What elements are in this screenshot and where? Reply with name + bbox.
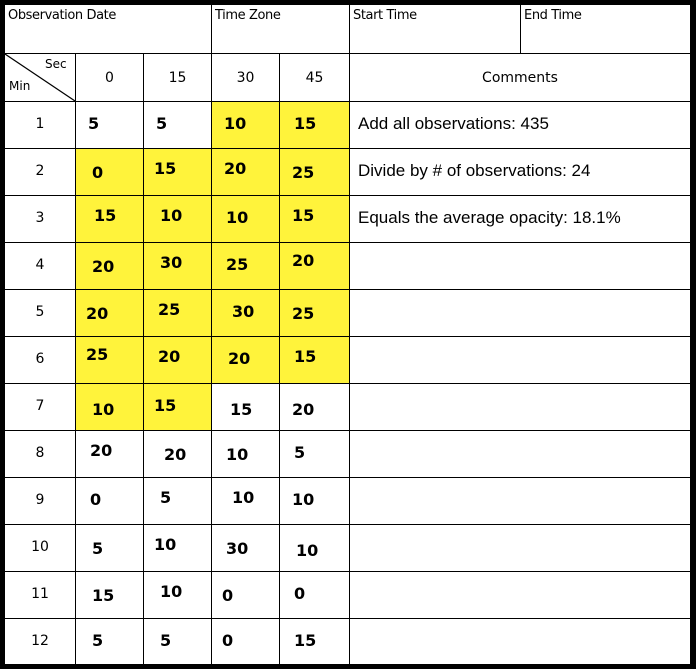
comments-header-label: Comments <box>482 70 558 86</box>
observation-value: 0 <box>222 586 234 605</box>
minute-label-2 <box>4 148 76 196</box>
observation-cell <box>279 477 350 525</box>
observation-cell <box>211 477 280 525</box>
observation-value: 15 <box>292 206 315 225</box>
sec-header-15-label: 15 <box>168 70 187 86</box>
sec-header-30 <box>211 53 280 102</box>
corner-min-label: Min <box>9 79 31 93</box>
minute-label-text: 8 <box>35 445 45 461</box>
observation-cell <box>279 148 350 196</box>
observation-value: 10 <box>226 208 249 227</box>
observation-value: 15 <box>294 114 317 133</box>
observation-value: 5 <box>88 114 100 133</box>
comment-row-1 <box>349 101 691 149</box>
corner-sec-label: Sec <box>45 57 67 71</box>
observation-value: 25 <box>226 255 249 274</box>
observation-value: 5 <box>156 114 168 133</box>
observation-value: 5 <box>294 443 306 462</box>
minute-label-text: 11 <box>31 586 49 602</box>
observation-cell <box>143 383 212 431</box>
observation-value: 30 <box>160 253 183 272</box>
comment-row-8 <box>349 430 691 478</box>
minute-label-4 <box>4 242 76 290</box>
comment-row-7 <box>349 383 691 431</box>
observation-value: 0 <box>90 490 102 509</box>
observation-value: 20 <box>158 347 181 366</box>
observation-value: 5 <box>92 539 104 558</box>
minute-label-text: 6 <box>35 351 45 367</box>
observation-value: 20 <box>86 304 109 323</box>
observation-value: 0 <box>92 163 104 182</box>
observation-value: 10 <box>92 400 115 419</box>
observation-value: 15 <box>230 400 253 419</box>
sec-header-0 <box>75 53 144 102</box>
observation-value: 0 <box>222 631 234 650</box>
minute-label-text: 7 <box>35 398 45 414</box>
observation-cell <box>211 336 280 384</box>
observation-cell <box>75 571 144 619</box>
observation-cell <box>279 618 350 665</box>
minute-label-text: 2 <box>35 163 45 179</box>
observation-cell <box>143 477 212 525</box>
minute-label-9 <box>4 477 76 525</box>
observation-value: 30 <box>226 539 249 558</box>
observation-cell <box>211 289 280 337</box>
observation-cell <box>143 618 212 665</box>
observation-cell <box>143 430 212 478</box>
observation-value: 20 <box>164 445 187 464</box>
time-zone-label: Time Zone <box>215 8 281 23</box>
observation-value: 20 <box>228 349 251 368</box>
minute-label-text: 1 <box>35 116 45 132</box>
minute-label-text: 9 <box>35 492 45 508</box>
observation-cell <box>75 336 144 384</box>
comment-row-6 <box>349 336 691 384</box>
observation-value: 25 <box>86 345 109 364</box>
observation-cell <box>143 336 212 384</box>
observation-value: 10 <box>160 206 183 225</box>
observation-date-label: Observation Date <box>8 8 116 23</box>
observation-cell <box>279 430 350 478</box>
observation-cell <box>211 571 280 619</box>
minute-label-7 <box>4 383 76 431</box>
observation-cell <box>143 195 212 243</box>
observation-cell <box>143 524 212 572</box>
observation-cell <box>143 148 212 196</box>
minute-label-text: 12 <box>31 633 49 649</box>
observation-cell <box>279 195 350 243</box>
observation-cell <box>211 524 280 572</box>
observation-value: 15 <box>154 159 177 178</box>
start-time-header <box>349 4 521 54</box>
observation-value: 5 <box>92 631 104 650</box>
sec-header-0-label: 0 <box>105 70 114 86</box>
end-time-header <box>520 4 691 54</box>
observation-value: 15 <box>94 206 117 225</box>
end-time-label: End Time <box>524 8 582 23</box>
observation-value: 5 <box>160 488 172 507</box>
observation-value: 20 <box>292 251 315 270</box>
observation-value: 10 <box>232 488 255 507</box>
minute-label-text: 3 <box>35 210 45 226</box>
observation-cell <box>143 101 212 149</box>
comment-text: Equals the average opacity: 18.1% <box>358 208 621 227</box>
observation-cell <box>279 571 350 619</box>
comment-row-12 <box>349 618 691 665</box>
observation-value: 15 <box>92 586 115 605</box>
observation-cell <box>75 101 144 149</box>
observation-value: 20 <box>92 257 115 276</box>
observation-cell <box>211 383 280 431</box>
minute-label-1 <box>4 101 76 149</box>
comments-header <box>349 53 691 102</box>
comment-row-10 <box>349 524 691 572</box>
observation-value: 25 <box>292 163 315 182</box>
sec-header-15 <box>143 53 212 102</box>
comment-row-3 <box>349 195 691 243</box>
observation-cell <box>279 336 350 384</box>
comment-text: Add all observations: 435 <box>358 114 549 133</box>
observation-value: 20 <box>224 159 247 178</box>
corner-cell <box>4 53 76 102</box>
observation-value: 10 <box>226 445 249 464</box>
sec-header-45 <box>279 53 350 102</box>
observation-cell <box>75 242 144 290</box>
minute-label-8 <box>4 430 76 478</box>
comment-row-2 <box>349 148 691 196</box>
observation-value: 20 <box>292 400 315 419</box>
observation-value: 25 <box>158 300 181 319</box>
comment-text: Divide by # of observations: 24 <box>358 161 591 180</box>
observation-cell <box>75 148 144 196</box>
observation-cell <box>75 618 144 665</box>
comment-row-9 <box>349 477 691 525</box>
observation-value: 10 <box>224 114 247 133</box>
observation-value: 10 <box>292 490 315 509</box>
observation-cell <box>75 289 144 337</box>
observation-cell <box>143 571 212 619</box>
observation-cell <box>211 195 280 243</box>
observation-cell <box>75 383 144 431</box>
observation-date-header <box>4 4 212 54</box>
observation-value: 15 <box>294 631 317 650</box>
observation-value: 0 <box>294 584 306 603</box>
comment-row-11 <box>349 571 691 619</box>
minute-label-6 <box>4 336 76 384</box>
observation-cell <box>211 242 280 290</box>
sec-header-30-label: 30 <box>236 70 255 86</box>
minute-label-5 <box>4 289 76 337</box>
minute-label-11 <box>4 571 76 619</box>
start-time-label: Start Time <box>353 8 417 23</box>
minute-label-10 <box>4 524 76 572</box>
observation-cell <box>75 195 144 243</box>
minute-label-text: 10 <box>31 539 49 555</box>
observation-cell <box>279 289 350 337</box>
minute-label-text: 4 <box>35 257 45 273</box>
minute-label-12 <box>4 618 76 665</box>
observation-cell <box>75 430 144 478</box>
observation-cell <box>211 101 280 149</box>
observation-value: 10 <box>296 541 319 560</box>
observation-value: 10 <box>154 535 177 554</box>
observation-value: 15 <box>154 396 177 415</box>
time-zone-header <box>211 4 350 54</box>
sec-header-45-label: 45 <box>305 70 324 86</box>
observation-value: 5 <box>160 631 172 650</box>
observation-cell <box>211 618 280 665</box>
observation-cell <box>211 148 280 196</box>
observation-cell <box>279 242 350 290</box>
comment-row-4 <box>349 242 691 290</box>
observation-cell <box>143 242 212 290</box>
observation-sheet <box>4 4 691 665</box>
observation-cell <box>279 524 350 572</box>
observation-cell <box>143 289 212 337</box>
observation-cell <box>75 524 144 572</box>
comment-row-5 <box>349 289 691 337</box>
minute-label-3 <box>4 195 76 243</box>
observation-cell <box>279 383 350 431</box>
observation-value: 15 <box>294 347 317 366</box>
observation-value: 20 <box>90 441 113 460</box>
observation-cell <box>75 477 144 525</box>
observation-cell <box>211 430 280 478</box>
observation-value: 30 <box>232 302 255 321</box>
observation-cell <box>279 101 350 149</box>
observation-value: 25 <box>292 304 315 323</box>
observation-value: 10 <box>160 582 183 601</box>
minute-label-text: 5 <box>35 304 45 320</box>
